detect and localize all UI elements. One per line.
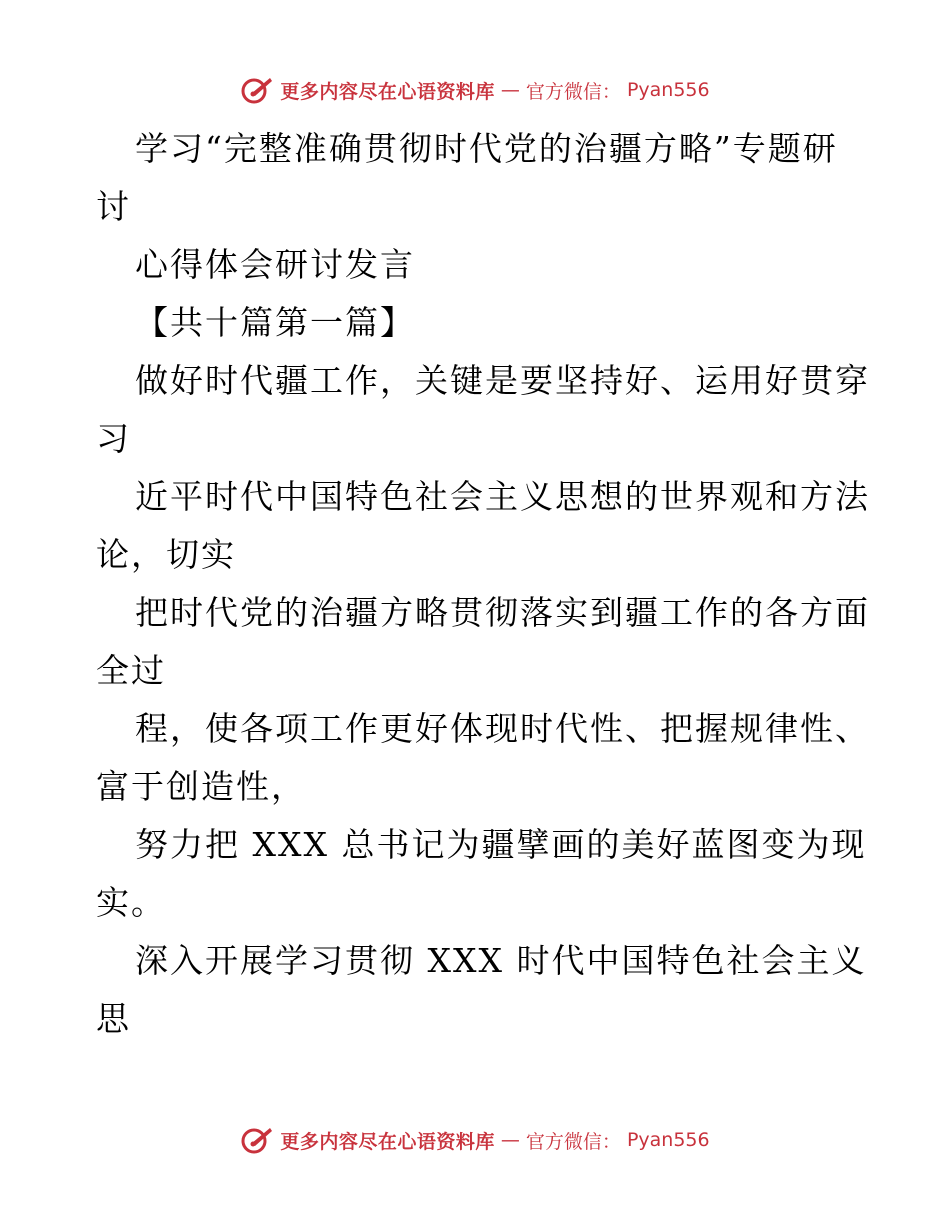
banner-wechat-label: 官方微信：	[525, 1130, 621, 1153]
line: 习	[96, 419, 131, 458]
line: 实。	[96, 883, 166, 922]
line: 讨	[96, 187, 131, 226]
paragraph	[96, 468, 870, 584]
line: 深入开展学习贯彻 XXX 时代中国特色社会主义	[135, 941, 867, 980]
line: 程，使各项工作更好体现时代性、把握规律性、	[135, 709, 870, 748]
banner-title: 更多内容尽在心语资料库	[280, 1130, 495, 1153]
paragraph	[96, 352, 870, 468]
paragraph	[96, 120, 856, 236]
line: 把时代党的治疆方略贯彻落实到疆工作的各方面	[135, 593, 870, 632]
line: 【共十篇第一篇】	[135, 303, 415, 342]
banner-wechat-id: Pyan556	[626, 1129, 710, 1151]
paragraph	[96, 236, 856, 294]
line: 近平时代中国特色社会主义思想的世界观和方法	[135, 477, 870, 516]
line: 做好时代疆工作，关键是要坚持好、运用好贯穿	[135, 361, 870, 400]
banner-dash: —	[500, 79, 520, 101]
line: 思	[96, 999, 131, 1038]
paragraph	[96, 584, 870, 700]
paragraph	[96, 932, 867, 1048]
footer-banner	[0, 1120, 950, 1160]
banner-wechat-label: 官方微信：	[525, 80, 621, 103]
banner-title: 更多内容尽在心语资料库	[280, 80, 495, 103]
line: 全过	[96, 651, 166, 690]
line: 富于创造性，	[96, 767, 306, 806]
line: 论，切实	[96, 535, 236, 574]
paragraph	[96, 700, 870, 816]
line: 努力把 XXX 总书记为疆擘画的美好蓝图变为现	[135, 825, 867, 864]
banner-wechat-id: Pyan556	[626, 79, 710, 101]
document-body	[96, 120, 870, 1048]
pen-nib-logo-icon	[240, 75, 274, 105]
line: 学习“完整准确贯彻时代党的治疆方略”专题研	[135, 129, 838, 168]
header-banner	[0, 70, 950, 110]
banner-dash: —	[500, 1129, 520, 1151]
pen-nib-logo-icon	[240, 1125, 274, 1155]
line: 心得体会研讨发言	[135, 245, 415, 284]
paragraph	[96, 294, 856, 352]
paragraph	[96, 816, 867, 932]
